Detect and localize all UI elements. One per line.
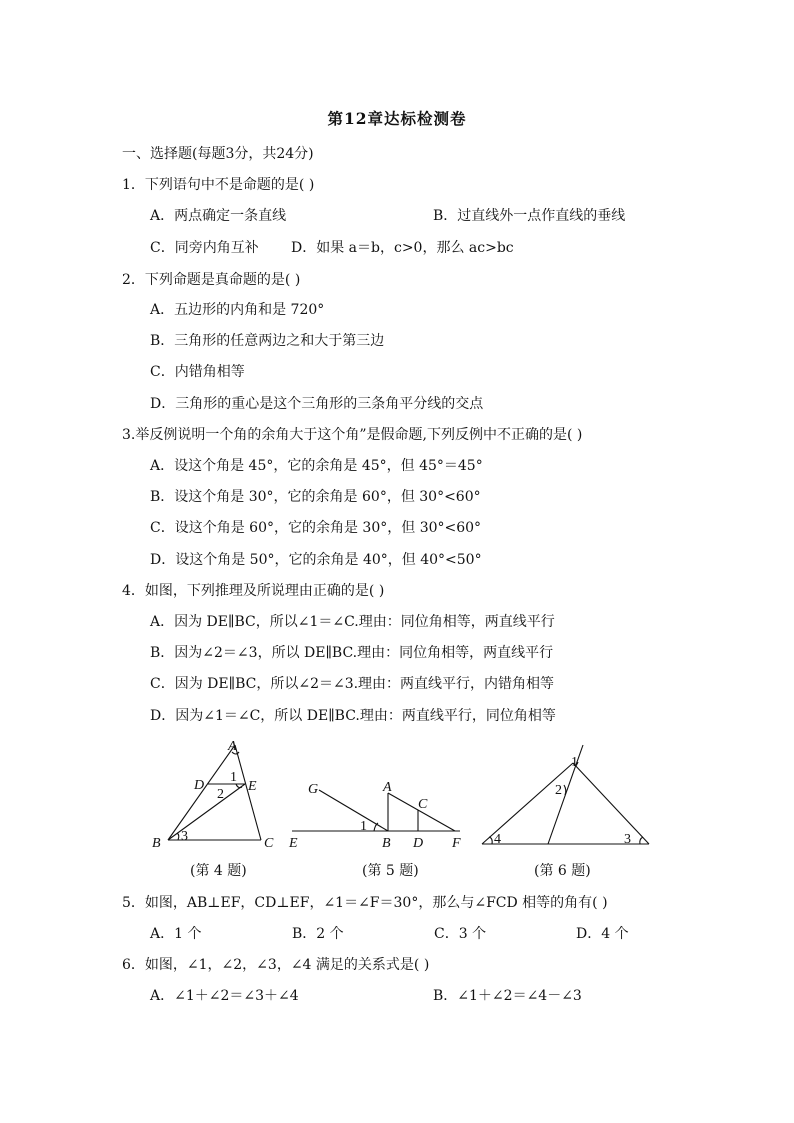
fig6-angle-2-arc xyxy=(564,785,566,795)
fig5-label-d: D xyxy=(413,836,424,851)
question-2-option-a: A．五边形的内角和是 720° xyxy=(150,302,325,318)
question-3-stem: 3.举反例说明一个角的余角大于这个角”是假命题,下列反例中不正确的是( ) xyxy=(122,427,583,443)
question-6-option-b: B．∠1＋∠2＝∠4－∠3 xyxy=(433,988,582,1004)
fig5-angle-1-arc xyxy=(374,823,378,831)
fig4-label-c: C xyxy=(264,836,274,851)
fig4-label-3: 3 xyxy=(181,829,188,844)
figure-6-caption: (第 6 题) xyxy=(534,863,591,879)
question-1-stem: 1．下列语句中不是命题的是( ) xyxy=(122,177,315,193)
fig5-label-f: F xyxy=(452,836,461,851)
fig5-label-1: 1 xyxy=(360,819,367,834)
fig6-label-2: 2 xyxy=(555,783,562,798)
fig6-label-4: 4 xyxy=(494,832,501,847)
question-3-option-b: B．设这个角是 30°，它的余角是 60°，但 30°<60° xyxy=(150,489,481,505)
question-1-option-d: D．如果 a＝b，c>0，那么 ac>bc xyxy=(291,240,514,256)
question-1-option-c: C．同旁内角互补 xyxy=(150,240,259,256)
question-6-option-a: A．∠1＋∠2＝∠3＋∠4 xyxy=(150,988,299,1004)
fig4-label-a: A xyxy=(228,739,237,754)
question-4-stem: 4．如图，下列推理及所说理由正确的是( ) xyxy=(122,583,385,599)
figure-5 xyxy=(282,772,468,854)
question-3-option-a: A．设这个角是 45°，它的余角是 45°，但 45°＝45° xyxy=(150,458,483,474)
section-heading: 一、选择题(每题3分，共24分) xyxy=(122,146,314,162)
question-3-option-c: C．设这个角是 60°，它的余角是 30°，但 30°<60° xyxy=(150,520,482,536)
fig5-label-c: C xyxy=(418,797,428,812)
fig6-label-1: 1 xyxy=(571,755,578,770)
figure-6 xyxy=(478,740,658,852)
fig5-label-a: A xyxy=(383,780,392,795)
question-5-option-a: A．1 个 xyxy=(150,926,202,942)
question-4-option-b: B．因为∠2＝∠3，所以 DE∥BC.理由：同位角相等，两直线平行 xyxy=(150,645,554,661)
question-4-option-a: A．因为 DE∥BC，所以∠1＝∠C.理由：同位角相等，两直线平行 xyxy=(150,614,555,630)
fig4-segment-eb xyxy=(168,784,245,840)
fig6-label-3: 3 xyxy=(624,832,631,847)
fig4-label-b: B xyxy=(152,836,161,851)
question-6-stem: 6．如图，∠1，∠2，∠3，∠4 满足的关系式是( ) xyxy=(122,957,430,973)
figure-4-caption: (第 4 题) xyxy=(190,863,247,879)
fig6-right-side xyxy=(573,763,649,844)
question-5-options xyxy=(0,924,794,944)
question-4-option-c: C．因为 DE∥BC，所以∠2＝∠3.理由：两直线平行，内错角相等 xyxy=(150,676,555,692)
question-1-option-a: A．两点确定一条直线 xyxy=(150,208,287,224)
fig6-angle-3-arc xyxy=(640,837,643,844)
question-5-option-c: C．3 个 xyxy=(434,926,487,942)
figure-4 xyxy=(148,736,288,854)
question-5-stem: 5．如图，AB⊥EF，CD⊥EF，∠1＝∠F＝30°，那么与∠FCD 相等的角有( ) xyxy=(122,895,608,911)
question-4-option-d: D．因为∠1＝∠C，所以 DE∥BC.理由：两直线平行，同位角相等 xyxy=(150,708,556,724)
figure-5-caption: (第 5 题) xyxy=(362,863,419,879)
question-1-option-b: B．过直线外一点作直线的垂线 xyxy=(433,208,626,224)
fig4-label-2: 2 xyxy=(217,787,224,802)
fig4-label-1: 1 xyxy=(230,770,237,785)
question-2-option-c: C．内错角相等 xyxy=(150,364,245,380)
fig5-segment-gb xyxy=(319,790,388,831)
fig5-label-g: G xyxy=(308,782,319,797)
question-5-option-b: B．2 个 xyxy=(292,926,344,942)
fig5-label-e: E xyxy=(289,836,298,851)
page-title: 第12章达标检测卷 xyxy=(327,109,467,128)
question-5-option-d: D．4 个 xyxy=(576,926,629,942)
question-2-option-d: D．三角形的重心是这个三角形的三条角平分线的交点 xyxy=(150,396,484,412)
fig4-label-e: E xyxy=(248,779,257,794)
fig4-angle-3-arc xyxy=(177,833,179,840)
question-3-option-d: D．设这个角是 50°，它的余角是 40°，但 40°<50° xyxy=(150,552,482,568)
fig4-label-d: D xyxy=(194,778,205,793)
question-2-stem: 2．下列命题是真命题的是( ) xyxy=(122,272,301,288)
fig5-label-b: B xyxy=(382,836,391,851)
question-2-option-b: B．三角形的任意两边之和大于第三边 xyxy=(150,333,385,349)
